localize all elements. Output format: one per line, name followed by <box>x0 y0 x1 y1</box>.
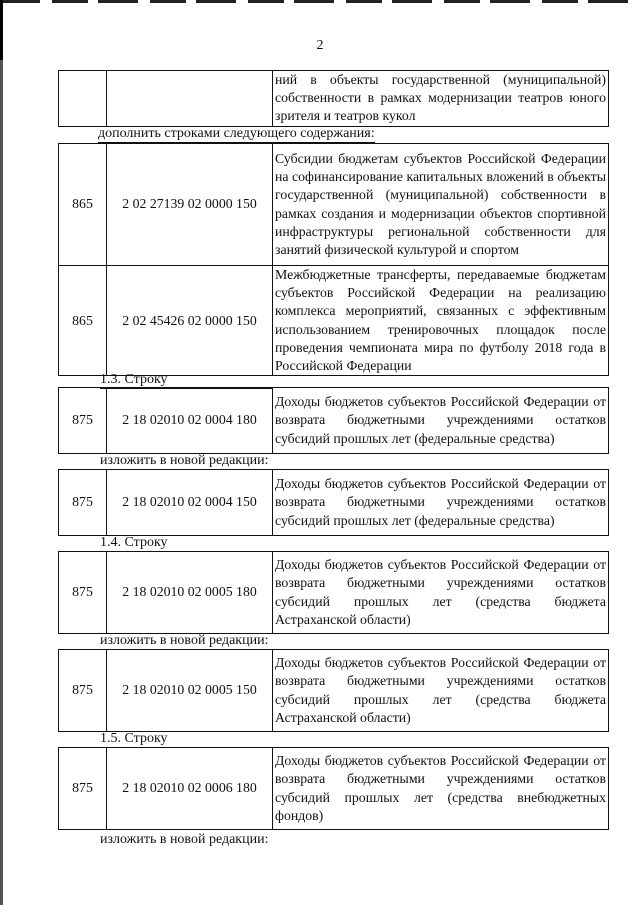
kbk-cell: 2 18 02010 02 0005 150 <box>107 650 273 732</box>
admin-code-cell: 875 <box>59 650 107 732</box>
table-row <box>59 71 609 127</box>
kbk-cell <box>107 71 273 127</box>
table-row <box>59 748 609 830</box>
table-row <box>59 388 609 454</box>
instruction-add-rows: дополнить строками следующего содержания: <box>98 126 375 141</box>
instruction-new-edition: изложить в новой редакции: <box>100 633 269 648</box>
description-cell: Субсидии бюджетам субъектов Российской Федерации на софинансирование капитальных вложений в объекты государственной (муниципальной) собственности в рамках создания и модернизации объектов спортивной инфраструктуры региональной собственности для занятий физической культурой и спортом <box>273 144 609 266</box>
table-row <box>59 650 609 732</box>
instruction-item-1-5: 1.5. Строку <box>100 731 272 748</box>
table-row <box>59 470 609 536</box>
scan-top-edge <box>0 0 640 3</box>
table-item-1-4-old <box>58 551 609 634</box>
admin-code-cell: 875 <box>59 388 107 454</box>
table-item-1-5-old <box>58 747 609 830</box>
admin-code-cell: 865 <box>59 144 107 266</box>
description-cell: Доходы бюджетов субъектов Российской Федерации от возврата бюджетными учреждениями остатков субсидий прошлых лет (средства бюджета Астраханской области) <box>273 552 609 634</box>
scan-left-edge <box>0 0 3 905</box>
admin-code-cell: 865 <box>59 266 107 376</box>
instruction-item-1-3: 1.3. Строку <box>100 372 272 389</box>
kbk-cell: 2 18 02010 02 0005 180 <box>107 552 273 634</box>
kbk-cell: 2 02 27139 02 0000 150 <box>107 144 273 266</box>
table-item-1-3-new <box>58 469 609 536</box>
admin-code-cell <box>59 71 107 127</box>
description-cell: Доходы бюджетов субъектов Российской Федерации от возврата бюджетными учреждениями остатков субсидий прошлых лет (федеральные средства) <box>273 388 609 454</box>
kbk-cell: 2 18 02010 02 0006 180 <box>107 748 273 830</box>
kbk-cell: 2 18 02010 02 0004 180 <box>107 388 273 454</box>
admin-code-cell: 875 <box>59 748 107 830</box>
table-item-1-3-old <box>58 387 609 454</box>
instruction-item-1-4: 1.4. Строку <box>100 535 272 552</box>
description-cell: Доходы бюджетов субъектов Российской Федерации от возврата бюджетными учреждениями остатков субсидий прошлых лет (средства внебюджетных фондов) <box>273 748 609 830</box>
instruction-new-edition: изложить в новой редакции: <box>100 453 269 468</box>
description-cell: Межбюджетные трансферты, передаваемые бюджетам субъектов Российской Федерации на реализацию комплекса мероприятий, связанных с эффективным использованием тренировочных площадок после проведения чемпионата мира по футболу 2018 года в Российской Федерации <box>273 266 609 376</box>
table-row <box>59 552 609 634</box>
admin-code-cell: 875 <box>59 470 107 536</box>
table-row <box>59 144 609 266</box>
page-number: 2 <box>316 38 324 53</box>
instruction-new-edition: изложить в новой редакции: <box>100 832 269 847</box>
description-cell: ний в объекты государственной (муниципальной) собственности в рамках модернизации театров юного зрителя и театров кукол <box>273 71 609 127</box>
kbk-cell: 2 18 02010 02 0004 150 <box>107 470 273 536</box>
table-item-1-4-new <box>58 649 609 732</box>
table-row <box>59 266 609 376</box>
description-cell: Доходы бюджетов субъектов Российской Федерации от возврата бюджетными учреждениями остатков субсидий прошлых лет (средства бюджета Астраханской области) <box>273 650 609 732</box>
kbk-cell: 2 02 45426 02 0000 150 <box>107 266 273 376</box>
description-cell: Доходы бюджетов субъектов Российской Федерации от возврата бюджетными учреждениями остатков субсидий прошлых лет (федеральные средства) <box>273 470 609 536</box>
table-added-rows <box>58 143 609 376</box>
table-continuation <box>58 70 609 127</box>
admin-code-cell: 875 <box>59 552 107 634</box>
